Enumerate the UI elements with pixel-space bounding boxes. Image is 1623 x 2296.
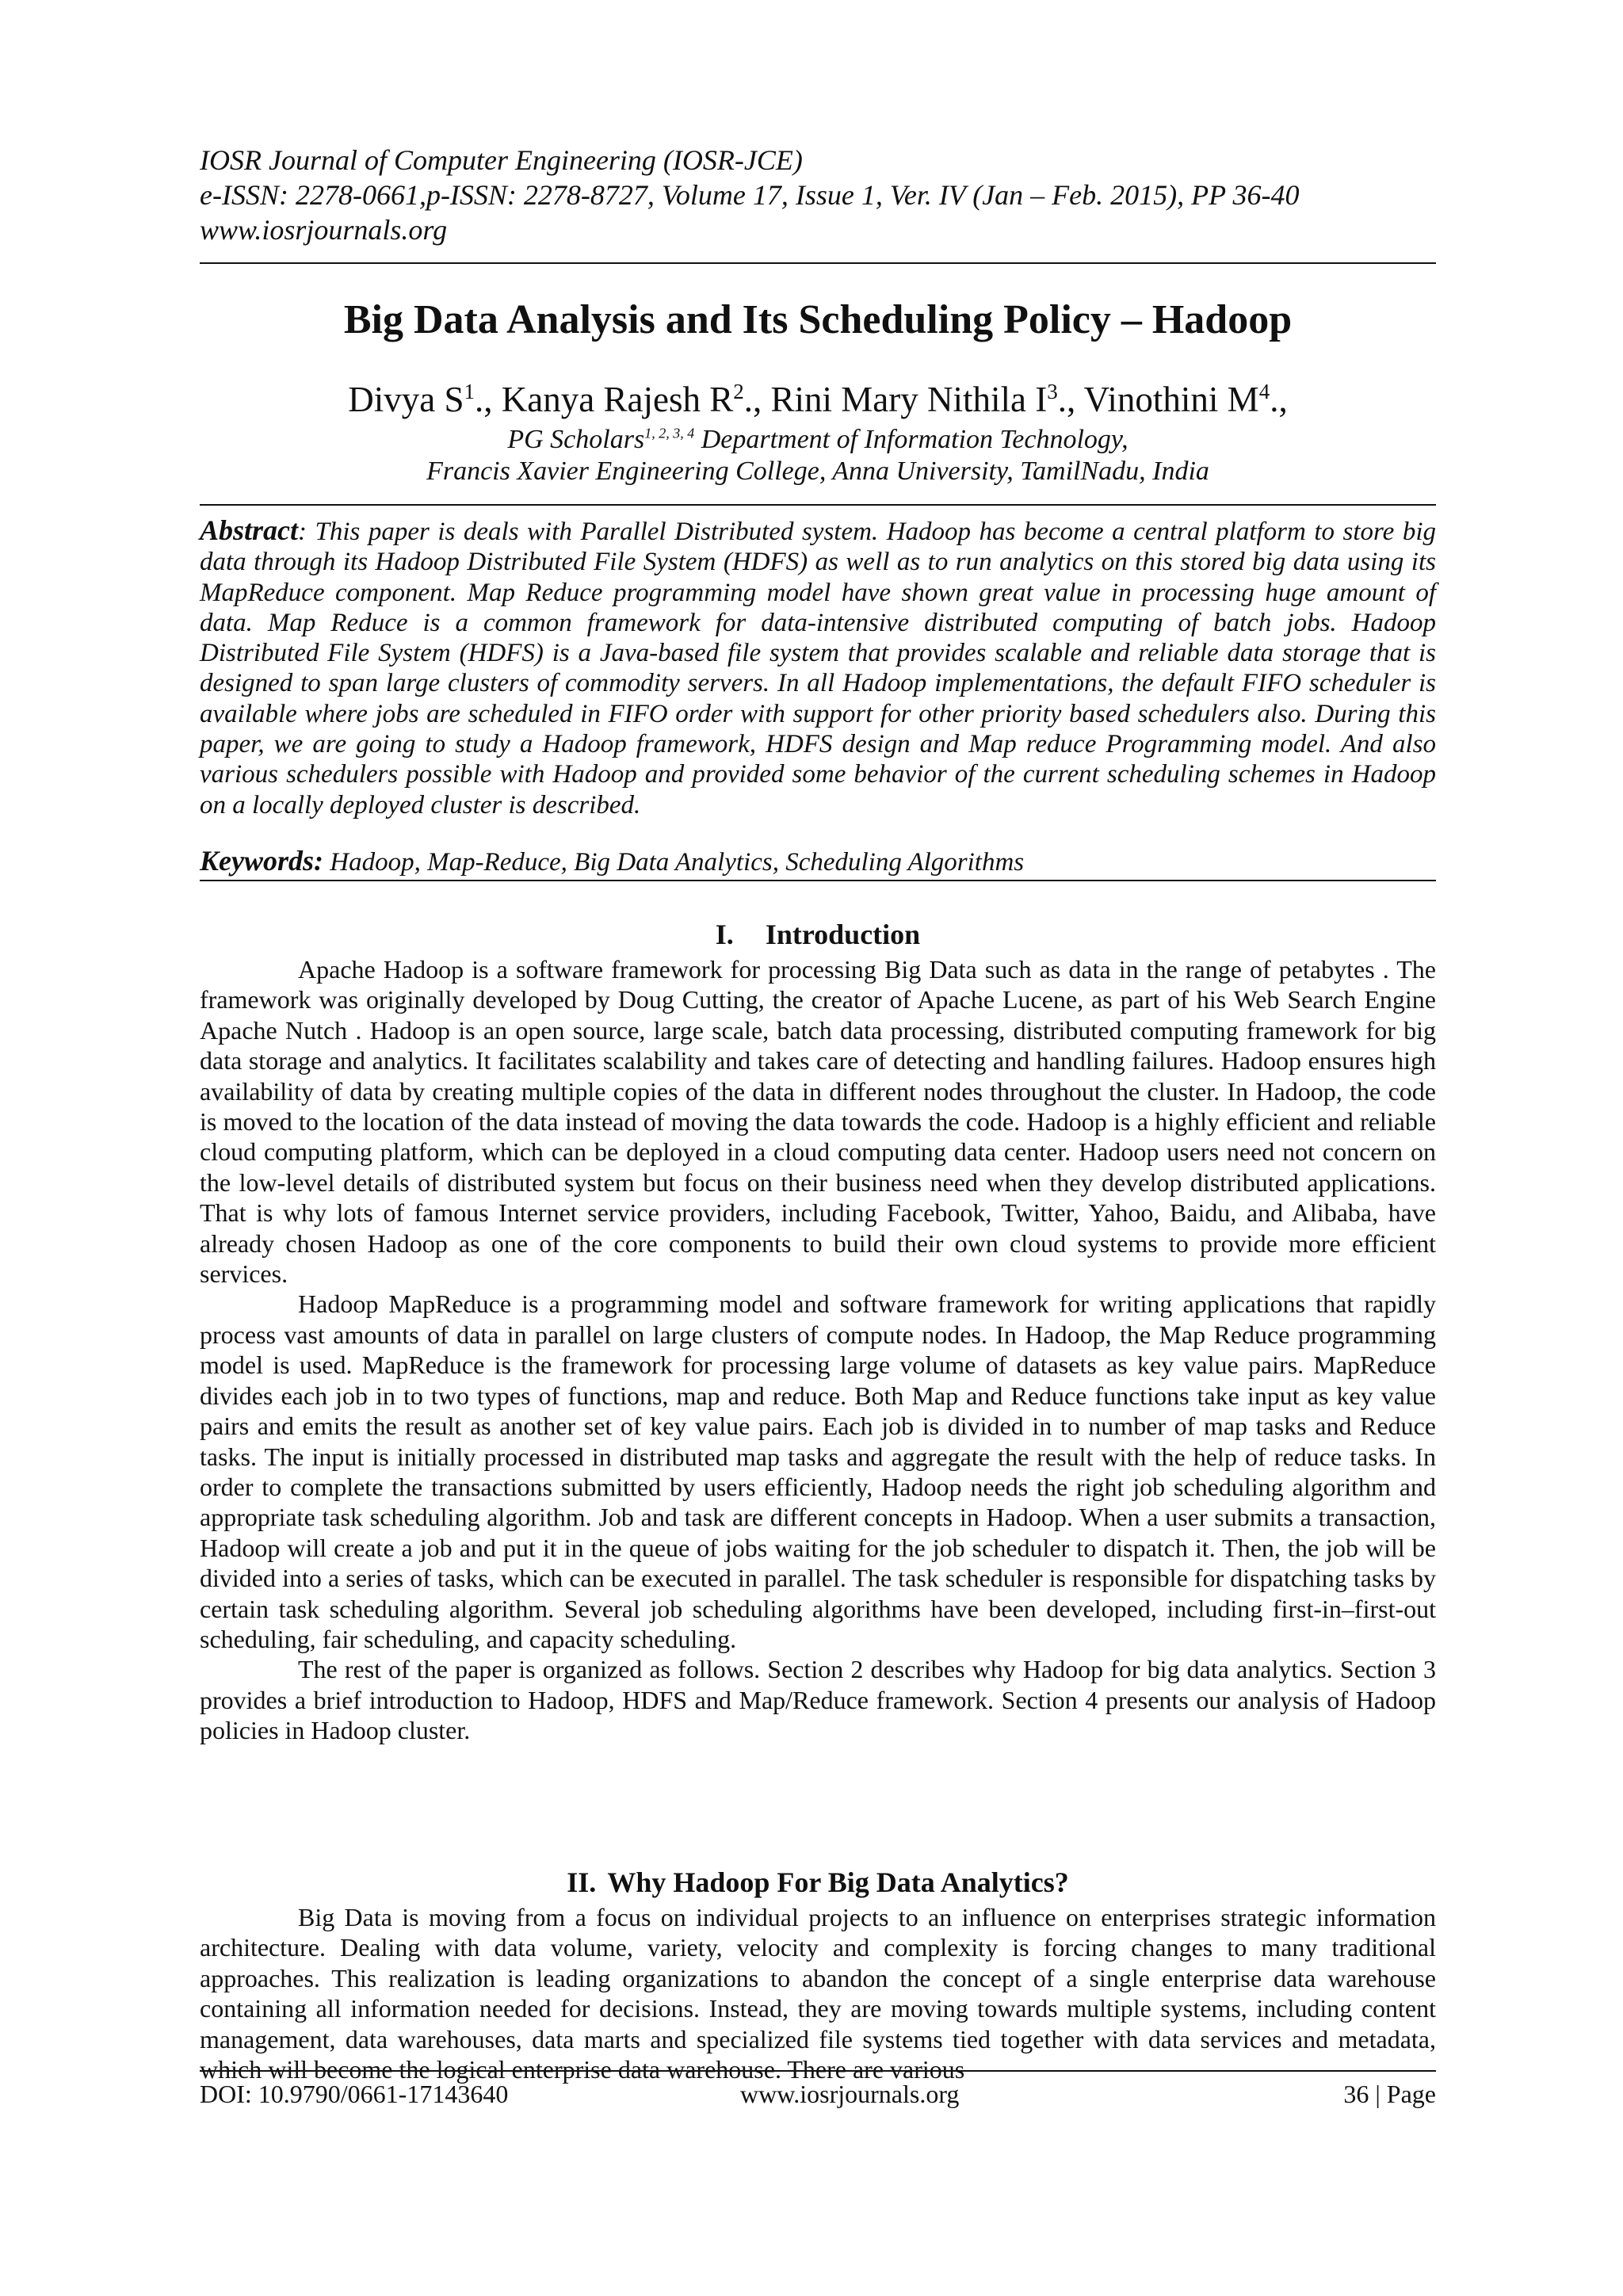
abstract-text: : This paper is deals with Parallel Distributed system. Hadoop has become a central platform to store big data through its Hadoop Distributed File System (HDFS) as well as to run analytics on this stored big data using its MapReduce component. Map Reduce programming model have shown great value in processing huge amount of data. Map Reduce is a common framework for data-intensive distributed computing of batch jobs. Hadoop Distributed File System (HDFS) is a Java-based file system that provides scalable and reliable data storage that is designed to span large clusters of commodity servers. In all Hadoop implementations, the default FIFO scheduler is available where jobs are scheduled in FIFO order with support for other priority based schedulers also. During this paper, we are going to study a Hadoop framework, HDFS design and Map reduce Programming model. And also various schedulers possible with Hadoop and provided some behavior of the current scheduling schemes in Hadoop on a locally deployed cluster is described. bbox=[200, 518, 1436, 819]
abstract-label: Abstract bbox=[200, 514, 299, 546]
section-title: Why Hadoop For Big Data Analytics? bbox=[607, 1866, 1069, 1898]
paragraph: Big Data is moving from a focus on individual projects to an influence on enterprises strategic information architecture. Dealing with data volume, variety, velocity and complexity is forcing changes to many traditional approaches. This realization is leading organizations to abandon the concept of a single enterprise data warehouse containing all information needed for decisions. Instead, they are moving towards multiple systems, including content management, data warehouses, data marts and specialized file systems tied together with data services and metadata, which will become the logical enterprise data warehouse. There are various bbox=[200, 1903, 1436, 2084]
author-name: Kanya Rajesh R bbox=[501, 380, 734, 419]
keywords-text: Hadoop, Map-Reduce, Big Data Analytics, Scheduling Algorithms bbox=[323, 848, 1025, 877]
author-name: Vinothini M bbox=[1083, 380, 1259, 419]
author-sep: ., bbox=[475, 380, 502, 419]
abstract-top-rule bbox=[200, 504, 1436, 506]
footer-doi: DOI: 10.9790/0661-17143640 bbox=[200, 2080, 509, 2108]
paragraph: Hadoop MapReduce is a programming model and software framework for writing applications that rapidly process vast amounts of data in parallel on large clusters of compute nodes. In Hadoop, the Map Reduce programming model is used. MapReduce is the framework for processing large volume of datasets as key value pairs. MapReduce divides each job in to two types of functions, map and reduce. Both Map and Reduce functions take input as key value pairs and emits the result as another set of key value pairs. Each job is divided in to number of map tasks and Reduce tasks. The input is initially processed in distributed map tasks and aggregate the result with the help of reduce tasks. In order to complete the transactions submitted by users efficiently, Hadoop needs the right job scheduling algorithm and appropriate task scheduling algorithm. Job and task are different concepts in Hadoop. When a user submits a transaction, Hadoop will create a job and put it in the queue of jobs waiting for the job scheduler to dispatch it. Then, the job will be divided into a series of tasks, which can be executed in parallel. The task scheduler is responsible for dispatching tasks by certain task scheduling algorithm. Several job scheduling algorithms have been developed, including first-in–first-out scheduling, fair scheduling, and capacity scheduling. bbox=[200, 1289, 1436, 1653]
affiliation-institution: Francis Xavier Engineering College, Anna University, TamilNadu, India bbox=[426, 457, 1209, 486]
section-number: II. bbox=[567, 1866, 597, 1898]
section-body-introduction bbox=[200, 954, 1436, 1746]
section-body-why-hadoop bbox=[200, 1902, 1436, 2084]
header-rule bbox=[200, 262, 1436, 264]
keywords bbox=[200, 845, 1436, 878]
affiliation-line bbox=[200, 424, 1436, 456]
footer-website: www.iosrjournals.org bbox=[740, 2080, 960, 2108]
affiliation-department: Department of Information Technology, bbox=[694, 425, 1128, 454]
paragraph: The rest of the paper is organized as follows. Section 2 describes why Hadoop for big data analytics. Section 3 provides a brief introduction to Hadoop, HDFS and Map/Reduce framework. Section 4 presents our analysis of Hadoop policies in Hadoop cluster. bbox=[200, 1655, 1436, 1745]
journal-issn: e-ISSN: 2278-0661,p-ISSN: 2278-8727, Volume 17, Issue 1, Ver. IV (Jan – Feb. 2015), PP 36-40 bbox=[200, 179, 1300, 211]
author-sup: 1 bbox=[464, 380, 475, 403]
author-name: Divya S bbox=[348, 380, 464, 419]
section-title: Introduction bbox=[765, 919, 921, 950]
footer-rule bbox=[200, 2070, 1436, 2072]
affiliation-prefix: PG Scholars bbox=[507, 425, 645, 454]
author-sup: 3 bbox=[1047, 380, 1058, 403]
paper-title: Big Data Analysis and Its Scheduling Policy – Hadoop bbox=[343, 297, 1293, 342]
journal-header bbox=[200, 143, 1436, 247]
section-heading bbox=[200, 918, 1436, 951]
author-list bbox=[200, 377, 1436, 422]
author-sep: ., bbox=[1057, 380, 1084, 419]
keywords-label: Keywords: bbox=[200, 845, 323, 877]
affiliation-sup: 1, 2, 3, 4 bbox=[644, 425, 695, 441]
section-number: I. bbox=[715, 919, 734, 950]
paragraph: Apache Hadoop is a software framework for processing Big Data such as data in the range of petabytes . The framework was originally developed by Doug Cutting, the creator of Apache Lucene, as part of his Web Search Engine Apache Nutch . Hadoop is an open source, large scale, batch data processing, distributed computing framework for big data storage and analytics. It facilitates scalability and takes care of detecting and handling failures. Hadoop ensures high availability of data by creating multiple copies of the data in different nodes throughout the cluster. In Hadoop, the code is moved to the location of the data instead of moving the data towards the code. Hadoop is a highly efficient and reliable cloud computing platform, which can be deployed in a cloud computing data center. Hadoop users need not concern on the low-level details of distributed system but focus on their business need when they develop distributed applications. That is why lots of famous Internet service providers, including Facebook, Twitter, Yahoo, Baidu, and Alibaba, have already chosen Hadoop as one of the core components to build their own cloud systems to provide more efficient services. bbox=[200, 955, 1436, 1289]
section-heading bbox=[200, 1866, 1436, 1899]
author-sep: ., bbox=[743, 380, 771, 419]
journal-name: IOSR Journal of Computer Engineering (IOSR-JCE) bbox=[200, 144, 803, 176]
footer-page-number: 36 | Page bbox=[1343, 2080, 1436, 2108]
author-sup: 2 bbox=[733, 380, 744, 403]
journal-website: www.iosrjournals.org bbox=[200, 214, 448, 246]
abstract-bottom-rule bbox=[200, 880, 1436, 881]
abstract bbox=[200, 515, 1436, 820]
author-sep: ., bbox=[1270, 380, 1288, 419]
author-sup: 4 bbox=[1258, 380, 1270, 403]
author-name: Rini Mary Nithila I bbox=[770, 380, 1048, 419]
